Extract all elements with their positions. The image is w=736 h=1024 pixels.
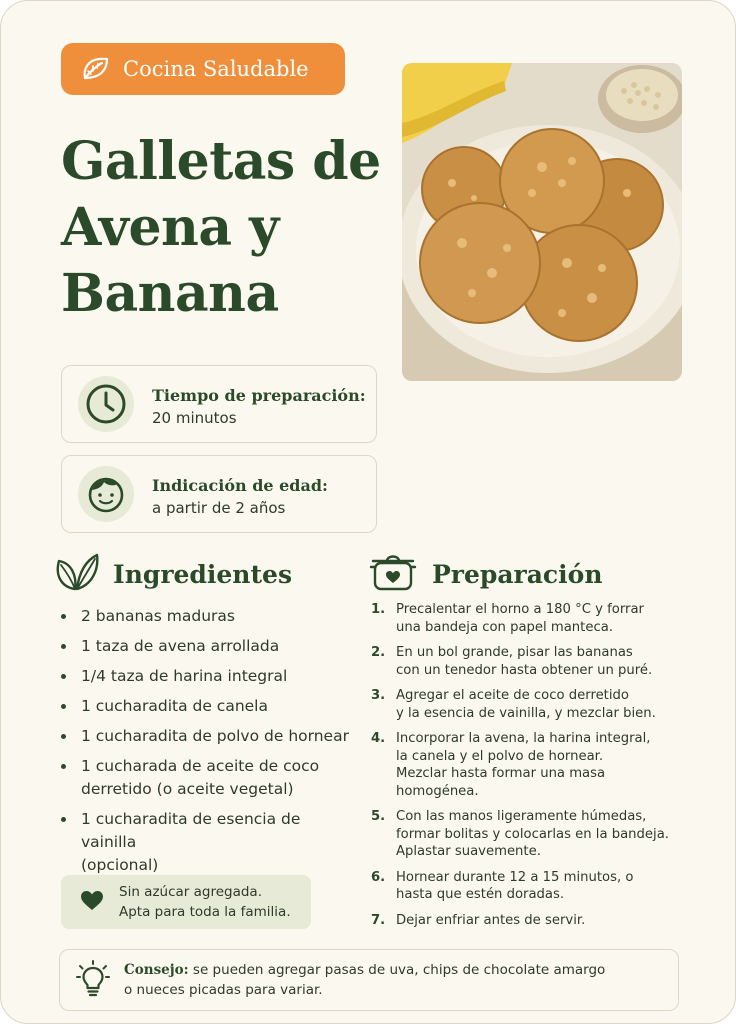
step-number: 7. (371, 912, 386, 928)
step-number: 4. (371, 731, 386, 746)
preparation-step: 4. Incorporar la avena, la harina integral, la canela y el polvo de hornear. Mezclar hasta formar una masa homogénea. (371, 731, 651, 799)
preparation-step: 3. Agregar el aceite de coco derretido y la esencia de vainilla, y mezclar bien. (371, 688, 656, 721)
heart-icon (81, 891, 103, 911)
step-number: 3. (371, 688, 386, 703)
preparation-step: 7. Dejar enfriar antes de servir. (371, 912, 586, 928)
child-face-icon (78, 466, 134, 522)
step-number: 2. (371, 645, 386, 660)
tip-line-2: o nueces picadas para variar. (124, 982, 323, 998)
sugar-free-note (61, 875, 311, 929)
leaves-icon (53, 551, 99, 593)
ingredient-item: 1 cucharadita de polvo de hornear (61, 725, 351, 748)
pot-icon (369, 551, 417, 593)
preparation-step: 5. Con las manos ligeramente húmedas, formar bolitas y colocarlas en la bandeja. Aplastar suavemente. (371, 809, 669, 859)
step-number: 6. (371, 869, 386, 885)
preparation-heading: Preparación (432, 560, 603, 589)
step-number: 1. (371, 602, 386, 617)
preparation-step: 2. En un bol grande, pisar las bananas con un tenedor hasta obtener un puré. (371, 645, 653, 678)
cookies-plate-photo (402, 63, 682, 381)
ingredients-list (61, 605, 351, 884)
ingredient-item: 1 cucharadita de esencia de vainilla (opcional) (61, 808, 351, 877)
ingredient-item: 1/4 taza de harina integral (61, 665, 351, 688)
ingredient-item: 2 bananas maduras (61, 605, 351, 628)
prep-time-value: 20 minutos (152, 409, 237, 427)
age-label: Indicación de edad: (152, 476, 328, 495)
category-badge (61, 43, 345, 95)
tip-box (59, 949, 679, 1011)
tip-label: Consejo: (124, 962, 189, 978)
leaf-icon (79, 53, 111, 85)
age-box (61, 455, 377, 533)
ingredient-item: 1 cucharadita de canela (61, 695, 351, 718)
ingredients-heading: Ingredientes (113, 560, 293, 589)
note-line-2: Apta para toda la familia. (119, 904, 291, 920)
prep-time-label: Tiempo de preparación: (152, 386, 366, 405)
tip-line-1: Consejo: se pueden agregar pasas de uva, chips de chocolate amargo (124, 962, 606, 978)
prep-time-box (61, 365, 377, 443)
preparation-step: 1. Precalentar el horno a 180 °C y forrar una bandeja con papel manteca. (371, 602, 644, 635)
badge-label: Cocina Saludable (123, 57, 309, 81)
step-number: 5. (371, 809, 386, 824)
lightbulb-icon (76, 960, 110, 998)
preparation-steps (371, 601, 671, 937)
note-line-1: Sin azúcar agregada. (119, 884, 262, 900)
ingredient-item: 1 taza de avena arrollada (61, 635, 351, 658)
clock-icon (78, 376, 134, 432)
preparation-step: 6. Hornear durante 12 a 15 minutos, o hasta que estén doradas. (371, 869, 634, 902)
ingredient-item: 1 cucharada de aceite de coco derretido (o aceite vegetal) (61, 755, 351, 801)
age-value: a partir de 2 años (152, 499, 286, 517)
recipe-title: Galletas de Avena y Banana (61, 131, 381, 324)
